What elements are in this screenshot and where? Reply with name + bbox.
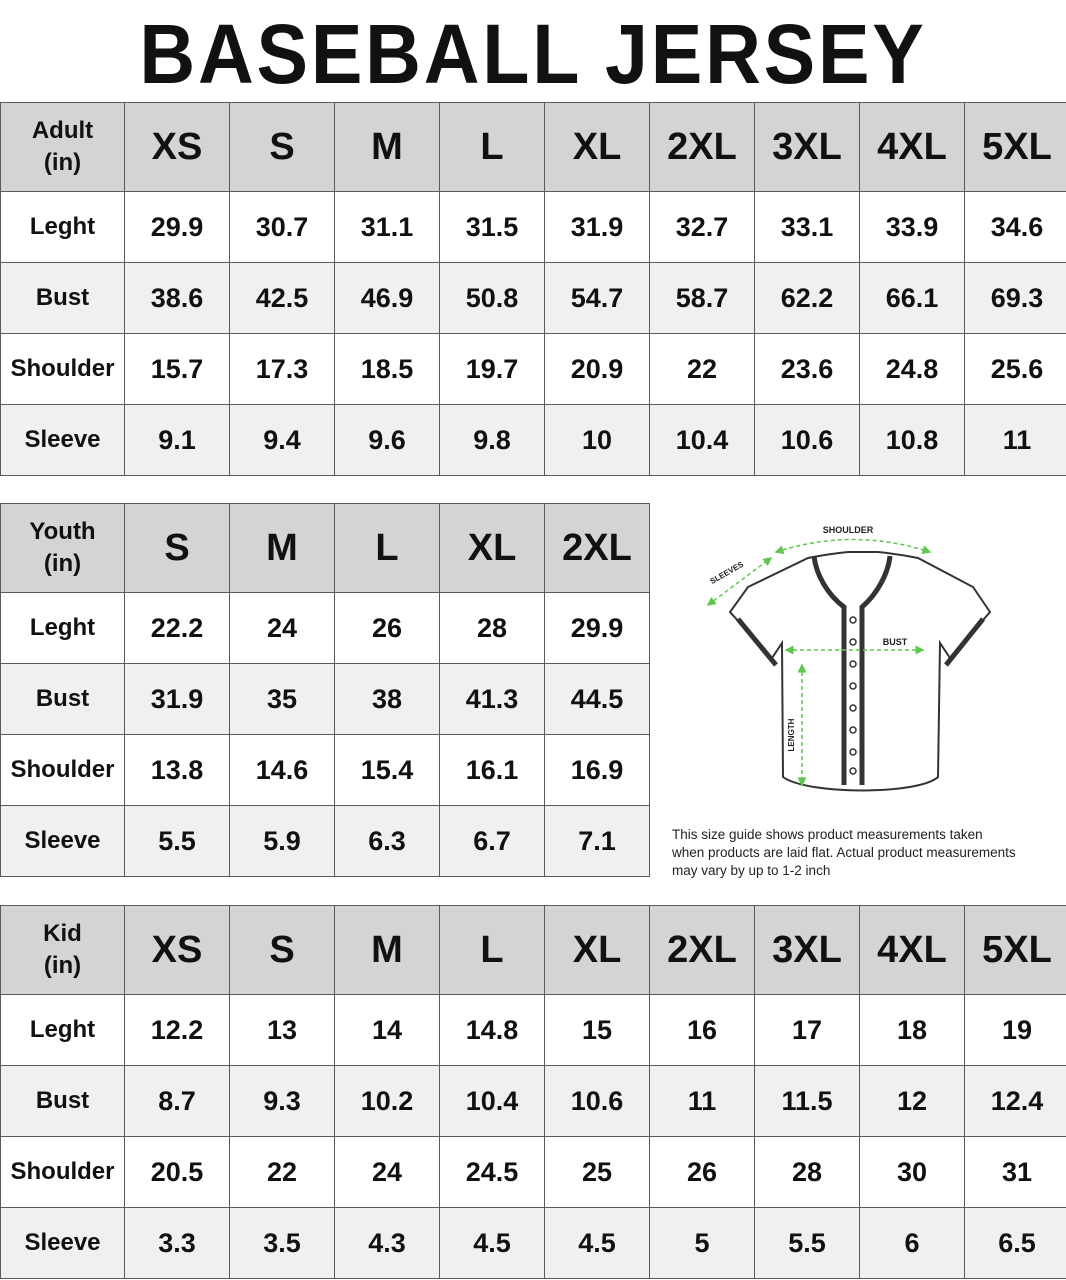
- size-header-cell: 2XL: [650, 906, 755, 995]
- measurement-value: 12: [860, 1066, 965, 1137]
- measurement-label: Leght: [1, 192, 125, 263]
- measurement-value: 31.1: [335, 192, 440, 263]
- table-label-cell: [1, 103, 125, 192]
- size-header-cell: S: [125, 504, 230, 593]
- measurement-label: Bust: [1, 1066, 125, 1137]
- sleeves-label: SLEEVES: [708, 559, 745, 586]
- measurement-value: 54.7: [545, 263, 650, 334]
- measurement-value: 30.7: [230, 192, 335, 263]
- measurement-value: 29.9: [125, 192, 230, 263]
- measurement-value: 13: [230, 995, 335, 1066]
- note-line: This size guide shows product measurements taken: [672, 827, 983, 842]
- measurement-value: 11: [965, 405, 1066, 476]
- measurement-value: 16: [650, 995, 755, 1066]
- table-row: [1, 995, 1066, 1066]
- measurement-value: 38: [335, 664, 440, 735]
- measurement-value: 30: [860, 1137, 965, 1208]
- measurement-value: 31.9: [125, 664, 230, 735]
- size-header-cell: 5XL: [965, 103, 1066, 192]
- size-header-cell: S: [230, 906, 335, 995]
- measurement-value: 9.4: [230, 405, 335, 476]
- table-row: [1, 405, 1066, 476]
- measurement-value: 24: [335, 1137, 440, 1208]
- header-row: [1, 504, 650, 593]
- measurement-value: 28: [440, 593, 545, 664]
- measurement-value: 44.5: [545, 664, 650, 735]
- size-header-cell: 5XL: [965, 906, 1066, 995]
- measurement-value: 24.5: [440, 1137, 545, 1208]
- measurement-value: 29.9: [545, 593, 650, 664]
- size-header-cell: S: [230, 103, 335, 192]
- measurement-value: 14: [335, 995, 440, 1066]
- measurement-value: 58.7: [650, 263, 755, 334]
- measurement-value: 24.8: [860, 334, 965, 405]
- measurement-value: 6: [860, 1208, 965, 1279]
- measurement-value: 4.5: [440, 1208, 545, 1279]
- measurement-value: 3.5: [230, 1208, 335, 1279]
- table-row: [1, 806, 650, 877]
- table-label: Kid: [43, 920, 82, 947]
- youth-size-table: [0, 503, 650, 877]
- measurement-value: 13.8: [125, 735, 230, 806]
- measurement-value: 4.5: [545, 1208, 650, 1279]
- size-header-cell: L: [335, 504, 440, 593]
- table-row: [1, 664, 650, 735]
- table-row: [1, 593, 650, 664]
- measurement-value: 9.3: [230, 1066, 335, 1137]
- measurement-value: 7.1: [545, 806, 650, 877]
- measurement-value: 25.6: [965, 334, 1066, 405]
- measurement-value: 11: [650, 1066, 755, 1137]
- size-header-cell: L: [440, 906, 545, 995]
- measurement-value: 5.5: [125, 806, 230, 877]
- measurement-label: Sleeve: [1, 1208, 125, 1279]
- measurement-value: 18.5: [335, 334, 440, 405]
- table-unit: (in): [43, 149, 82, 176]
- measurement-value: 33.9: [860, 192, 965, 263]
- measurement-value: 10.4: [650, 405, 755, 476]
- header-row: [1, 103, 1066, 192]
- table-unit: (in): [43, 952, 82, 979]
- table-row: [1, 735, 650, 806]
- table-row: [1, 334, 1066, 405]
- measurement-value: 50.8: [440, 263, 545, 334]
- size-header-cell: M: [230, 504, 335, 593]
- measurement-value: 28: [755, 1137, 860, 1208]
- size-header-cell: XL: [440, 504, 545, 593]
- measurement-value: 41.3: [440, 664, 545, 735]
- jersey-diagram: [668, 515, 1058, 815]
- measurement-value: 69.3: [965, 263, 1066, 334]
- size-header-cell: XS: [125, 103, 230, 192]
- measurement-value: 10.8: [860, 405, 965, 476]
- measurement-value: 15: [545, 995, 650, 1066]
- measurement-value: 10.6: [545, 1066, 650, 1137]
- measurement-value: 31.9: [545, 192, 650, 263]
- measurement-value: 17.3: [230, 334, 335, 405]
- size-header-cell: 4XL: [860, 906, 965, 995]
- measurement-value: 12.2: [125, 995, 230, 1066]
- measurement-label: Shoulder: [1, 1137, 125, 1208]
- measurement-value: 33.1: [755, 192, 860, 263]
- note-line: when products are laid flat. Actual product measurements: [672, 845, 1016, 860]
- measurement-value: 10.4: [440, 1066, 545, 1137]
- table-label: Adult: [31, 117, 94, 144]
- measurement-value: 9.6: [335, 405, 440, 476]
- measurement-value: 25: [545, 1137, 650, 1208]
- measurement-value: 6.3: [335, 806, 440, 877]
- measurement-value: 6.7: [440, 806, 545, 877]
- measurement-value: 24: [230, 593, 335, 664]
- measurement-label: Leght: [1, 995, 125, 1066]
- page-title: BASEBALL JERSEY: [139, 7, 927, 101]
- measurement-label: Sleeve: [1, 405, 125, 476]
- size-header-cell: 3XL: [755, 906, 860, 995]
- measurement-value: 20.9: [545, 334, 650, 405]
- measurement-value: 6.5: [965, 1208, 1066, 1279]
- header-row: [1, 906, 1066, 995]
- note-line: may vary by up to 1-2 inch: [672, 863, 831, 878]
- measurement-value: 42.5: [230, 263, 335, 334]
- measurement-value: 9.8: [440, 405, 545, 476]
- measurement-value: 66.1: [860, 263, 965, 334]
- measurement-label: Bust: [1, 263, 125, 334]
- measurement-value: 31.5: [440, 192, 545, 263]
- measurement-value: 19: [965, 995, 1066, 1066]
- size-header-cell: 3XL: [755, 103, 860, 192]
- size-header-cell: M: [335, 906, 440, 995]
- measurement-value: 10.6: [755, 405, 860, 476]
- measurement-value: 14.6: [230, 735, 335, 806]
- measurement-value: 10.2: [335, 1066, 440, 1137]
- measurement-value: 14.8: [440, 995, 545, 1066]
- measurement-value: 5.5: [755, 1208, 860, 1279]
- measurement-value: 32.7: [650, 192, 755, 263]
- shoulder-label: SHOULDER: [822, 525, 874, 535]
- measurement-label: Shoulder: [1, 334, 125, 405]
- measurement-value: 22: [230, 1137, 335, 1208]
- size-header-cell: XL: [545, 906, 650, 995]
- table-row: [1, 1208, 1066, 1279]
- measurement-label: Leght: [1, 593, 125, 664]
- adult-size-table: [0, 102, 1066, 476]
- shoulder-arrow: [776, 540, 930, 553]
- measurement-value: 15.4: [335, 735, 440, 806]
- measurement-value: 16.1: [440, 735, 545, 806]
- measurement-value: 5: [650, 1208, 755, 1279]
- measurement-value: 23.6: [755, 334, 860, 405]
- measurement-value: 10: [545, 405, 650, 476]
- measurement-value: 12.4: [965, 1066, 1066, 1137]
- measurement-value: 22.2: [125, 593, 230, 664]
- table-label-cell: [1, 906, 125, 995]
- table-unit: (in): [43, 550, 82, 577]
- measurement-value: 31: [965, 1137, 1066, 1208]
- length-label: LENGTH: [787, 718, 796, 752]
- measurement-value: 3.3: [125, 1208, 230, 1279]
- table-row: [1, 263, 1066, 334]
- measurement-value: 15.7: [125, 334, 230, 405]
- measurement-value: 35: [230, 664, 335, 735]
- measurement-value: 62.2: [755, 263, 860, 334]
- measurement-value: 19.7: [440, 334, 545, 405]
- size-header-cell: 2XL: [545, 504, 650, 593]
- measurement-label: Shoulder: [1, 735, 125, 806]
- table-row: [1, 1066, 1066, 1137]
- table-row: [1, 1137, 1066, 1208]
- size-header-cell: XS: [125, 906, 230, 995]
- table-label-cell: [1, 504, 125, 593]
- measurement-label: Bust: [1, 664, 125, 735]
- size-header-cell: 2XL: [650, 103, 755, 192]
- measurement-value: 17: [755, 995, 860, 1066]
- measurement-value: 8.7: [125, 1066, 230, 1137]
- measurement-value: 20.5: [125, 1137, 230, 1208]
- table-row: [1, 192, 1066, 263]
- measurement-value: 26: [335, 593, 440, 664]
- size-header-cell: 4XL: [860, 103, 965, 192]
- measurement-value: 9.1: [125, 405, 230, 476]
- kid-size-table: [0, 905, 1066, 1279]
- measurement-label: Sleeve: [1, 806, 125, 877]
- measurement-value: 38.6: [125, 263, 230, 334]
- measurement-value: 16.9: [545, 735, 650, 806]
- size-header-cell: XL: [545, 103, 650, 192]
- size-header-cell: L: [440, 103, 545, 192]
- measurement-value: 4.3: [335, 1208, 440, 1279]
- measurement-value: 11.5: [755, 1066, 860, 1137]
- table-label: Youth: [29, 518, 96, 545]
- measurement-value: 34.6: [965, 192, 1066, 263]
- size-header-cell: M: [335, 103, 440, 192]
- measurement-value: 46.9: [335, 263, 440, 334]
- bust-label: BUST: [882, 637, 908, 647]
- size-guide-note: [672, 826, 1064, 880]
- measurement-value: 18: [860, 995, 965, 1066]
- measurement-value: 5.9: [230, 806, 335, 877]
- measurement-value: 22: [650, 334, 755, 405]
- measurement-value: 26: [650, 1137, 755, 1208]
